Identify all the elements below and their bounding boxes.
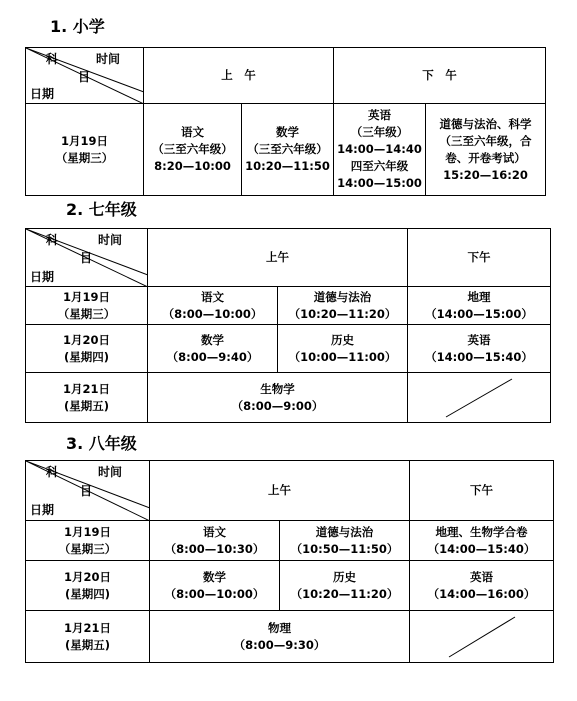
weekday-label: (星期四) xyxy=(64,586,110,601)
exam-time: （14:00—15:40） xyxy=(425,349,533,364)
exam-time: （8:00—10:00） xyxy=(162,306,263,321)
exam-cell xyxy=(278,325,408,373)
corner-subject2-label: 目 xyxy=(80,484,93,498)
exam-time: （10:20—11:20） xyxy=(288,306,397,321)
corner-subject-label: 科 xyxy=(46,52,59,66)
exam-cell xyxy=(334,104,426,196)
exam-subject: 物理 xyxy=(268,620,291,635)
weekday-label: （星期三） xyxy=(55,150,114,165)
exam-cell xyxy=(280,561,410,611)
exam-time: （8:00—9:40） xyxy=(166,349,259,364)
empty-slot-cell xyxy=(408,373,551,423)
exam-subject: 语文 xyxy=(181,125,204,139)
section-2-heading: 2. 七年级 xyxy=(66,200,137,219)
exam-cell xyxy=(278,287,408,325)
exam-cell xyxy=(150,521,280,561)
date-label: 1月20日 xyxy=(62,332,110,347)
corner-time-label: 时间 xyxy=(98,233,123,247)
header-corner xyxy=(26,48,144,104)
header-corner xyxy=(26,229,148,287)
exam-cell xyxy=(150,611,410,663)
exam-time: （10:50—11:50） xyxy=(290,541,399,556)
weekday-label: (星期四) xyxy=(63,349,109,364)
corner-date-label: 日期 xyxy=(30,87,55,101)
date-cell xyxy=(26,287,148,325)
exam-subject: 英语 xyxy=(368,108,391,122)
date-cell xyxy=(26,104,144,196)
exam-subject: 数学 xyxy=(203,569,226,584)
exam-subject: 历史 xyxy=(333,569,356,584)
corner-time-label: 时间 xyxy=(96,52,121,66)
exam-grade: （三至六年级） xyxy=(152,142,233,156)
exam-cell xyxy=(148,325,278,373)
exam-subject: 数学 xyxy=(276,125,299,139)
corner-time-label: 时间 xyxy=(98,465,123,479)
exam-subject: 英语 xyxy=(467,332,491,347)
exam-subject: 历史 xyxy=(331,332,354,347)
exam-time: 10:20—11:50 xyxy=(245,159,330,173)
exam-grade: 卷、开卷考试） xyxy=(445,150,526,165)
exam-cell xyxy=(242,104,334,196)
exam-time: （14:00—15:00） xyxy=(425,306,533,321)
header-am: 上 午 xyxy=(144,48,334,104)
exam-subject: 道德与法治 xyxy=(315,524,374,539)
corner-subject-label: 科 xyxy=(46,465,59,479)
exam-subject: 语文 xyxy=(201,289,224,304)
header-pm: 下午 xyxy=(408,229,551,287)
exam-subject: 英语 xyxy=(470,569,493,584)
exam-cell xyxy=(144,104,242,196)
corner-subject2-label: 目 xyxy=(78,70,91,84)
weekday-label: （星期三） xyxy=(57,306,116,321)
schedule-table-grade7 xyxy=(25,228,551,423)
exam-time: （14:00—15:40） xyxy=(427,541,536,556)
exam-time: 15:20—16:20 xyxy=(443,167,528,182)
exam-cell xyxy=(280,521,410,561)
exam-time: 14:00—14:40 xyxy=(337,142,422,156)
exam-time: （8:00—10:30） xyxy=(164,541,265,556)
exam-cell xyxy=(150,561,280,611)
date-cell xyxy=(26,611,150,663)
empty-slot-slash xyxy=(444,377,514,419)
corner-date-label: 日期 xyxy=(30,270,55,284)
header-am: 上午 xyxy=(150,461,410,521)
exam-time: （8:00—9:00） xyxy=(231,398,324,413)
exam-cell xyxy=(426,104,546,196)
exam-grade: （三至六年级，合 xyxy=(439,133,532,148)
header-pm: 下 午 xyxy=(334,48,546,104)
exam-grade: （三至六年级） xyxy=(247,142,328,156)
date-cell xyxy=(26,325,148,373)
exam-subject: 道德与法治、科学 xyxy=(439,116,532,131)
empty-slot-cell xyxy=(410,611,554,663)
weekday-label: (星期五) xyxy=(63,398,109,413)
exam-subject: 生物学 xyxy=(260,381,295,396)
date-cell xyxy=(26,521,150,561)
date-cell xyxy=(26,561,150,611)
exam-time: （10:00—11:00） xyxy=(288,349,397,364)
exam-grade: 四至六年级 xyxy=(350,159,409,173)
schedule-table-primary xyxy=(25,47,546,196)
date-label: 1月21日 xyxy=(62,381,110,396)
section-1-heading: 1. 小学 xyxy=(50,17,105,36)
exam-time: （10:20—11:20） xyxy=(290,586,399,601)
exam-cell xyxy=(408,287,551,325)
exam-subject: 道德与法治 xyxy=(313,289,372,304)
exam-subject: 语文 xyxy=(203,524,226,539)
date-label: 1月19日 xyxy=(60,133,108,148)
header-corner xyxy=(26,461,150,521)
date-cell xyxy=(26,373,148,423)
corner-subject2-label: 目 xyxy=(80,251,93,265)
section-3-heading: 3. 八年级 xyxy=(66,434,137,453)
weekday-label: （星期三） xyxy=(58,541,117,556)
exam-grade: （三年级） xyxy=(350,125,409,139)
date-label: 1月19日 xyxy=(62,289,110,304)
date-label: 1月21日 xyxy=(63,620,111,635)
exam-subject: 地理 xyxy=(467,289,491,304)
corner-subject-label: 科 xyxy=(46,233,59,247)
exam-time: 8:20—10:00 xyxy=(154,159,231,173)
exam-time: （14:00—16:00） xyxy=(427,586,536,601)
corner-date-label: 日期 xyxy=(30,503,55,517)
exam-cell xyxy=(410,521,554,561)
weekday-label: (星期五) xyxy=(64,637,110,652)
exam-cell xyxy=(148,287,278,325)
header-am: 上午 xyxy=(148,229,408,287)
schedule-table-grade8 xyxy=(25,460,554,663)
date-label: 1月19日 xyxy=(63,524,111,539)
exam-time: （8:00—10:00） xyxy=(164,586,265,601)
exam-time: （8:00—9:30） xyxy=(233,637,326,652)
date-label: 1月20日 xyxy=(63,569,111,584)
exam-subject: 地理、生物学合卷 xyxy=(435,524,528,539)
exam-cell xyxy=(408,325,551,373)
exam-time: 14:00—15:00 xyxy=(337,176,422,190)
exam-cell xyxy=(410,561,554,611)
empty-slot-slash xyxy=(447,615,517,659)
exam-cell xyxy=(148,373,408,423)
header-pm: 下午 xyxy=(410,461,554,521)
exam-subject: 数学 xyxy=(201,332,224,347)
